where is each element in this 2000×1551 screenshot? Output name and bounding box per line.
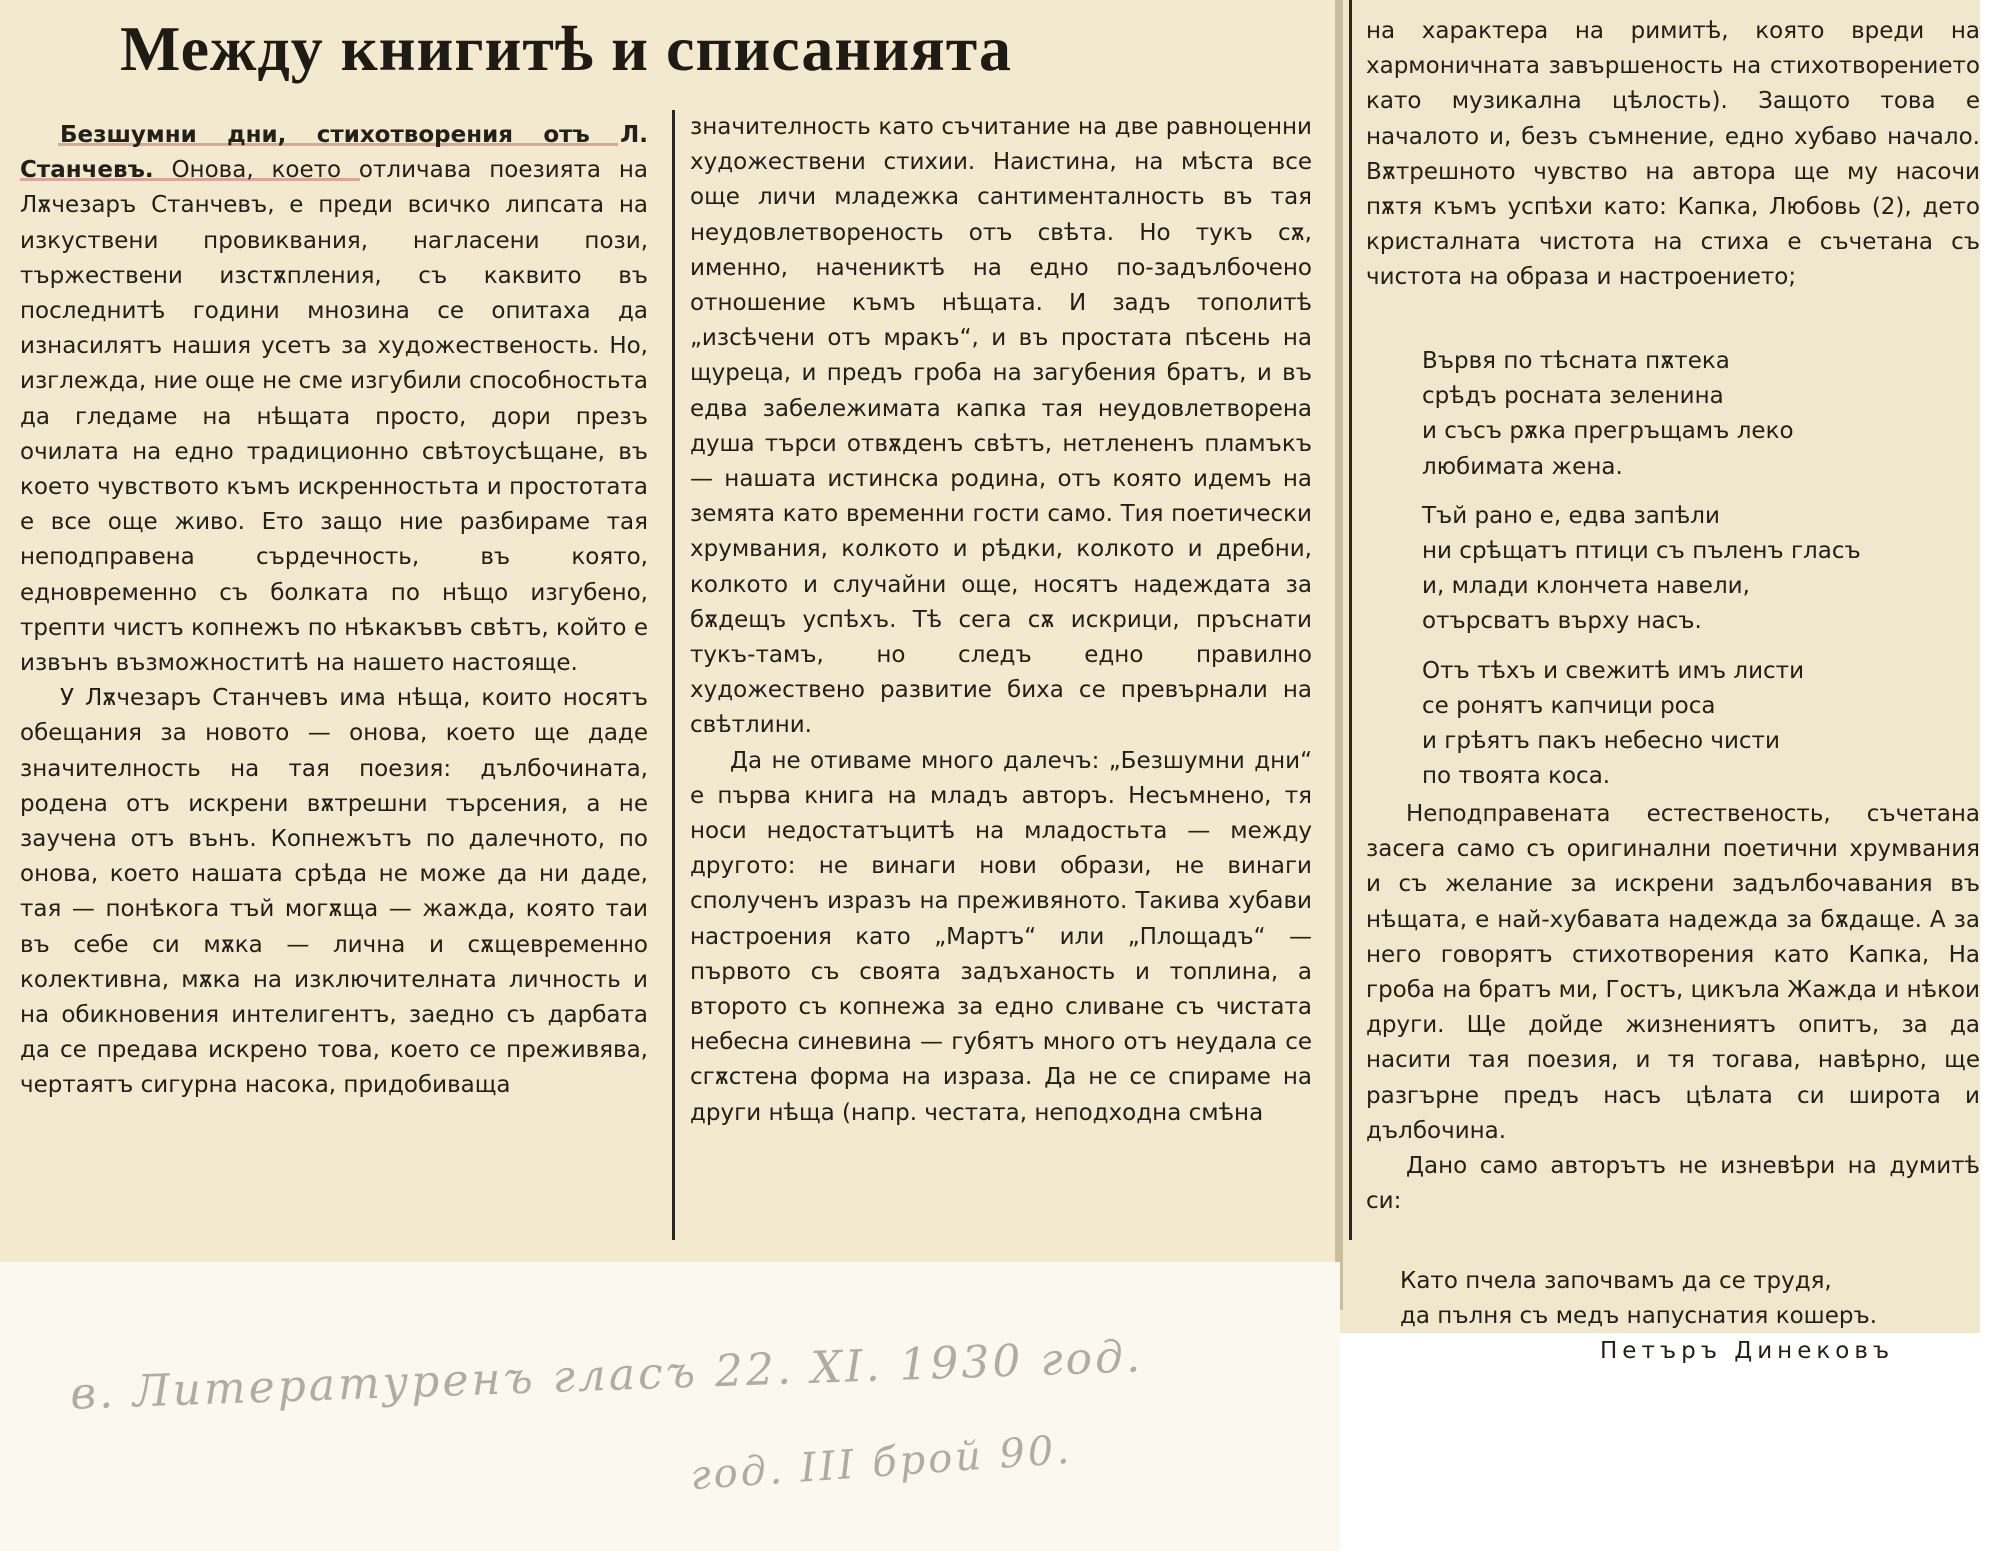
poem-line: се ронятъ капчици роса [1422, 692, 1716, 719]
column-3-paragraph-2: Дано само авторътъ не изневѣри на думитѣ си: [1366, 1153, 1980, 1215]
column-2-paragraph-1: значителность като съчитание на две равноценни художествени стихии. Наистина, на мѣста все още личи младежка сантименталность въ тая неудовлетвореность отъ свѣта. Но тукъ сѫ, именно, начениктѣ на едно по-задълбочено отношение къмъ нѣщата. И задъ тополитѣ „изсѣчени отъ мракъ“, и въ простата пѣсень на щуреца, и предъ гроба на загубения братъ, и въ едва забележимата капка тая неудовлетворена душа търси отвѫденъ свѣтъ, нетлененъ пламъкъ — нашата истинска родина, отъ която идемъ на земята като временни гости само. Тия поетически хрумвания, колкото и рѣдки, колкото и дребни, колкото и случайни още, носятъ надеждата за бѫдещъ успѣхъ. Тѣ сега сѫ искрици, пръснати тукъ-тамъ, но следъ едно правилно художествено развитие биха се превърнали на свѣтлини. [690, 114, 1312, 739]
poem-line: по твоята коса. [1422, 763, 1611, 790]
column-2 [690, 110, 1312, 1131]
column-1 [20, 118, 648, 1104]
column-1-paragraph-1 [20, 118, 648, 681]
poem-line: и съсъ рѫка прегръщамъ леко [1422, 418, 1794, 445]
poem-stanza [1422, 499, 1982, 640]
poem-line: отърсватъ върху насъ. [1422, 608, 1702, 635]
poem-line: срѣдъ росната зеленина [1422, 383, 1724, 410]
column-3-conclusion [1366, 797, 1980, 1219]
poem-line: Вървя по тѣсната пѫтека [1422, 348, 1730, 374]
poem-line: любимата жена. [1422, 453, 1623, 480]
quote-line: Като пчела започвамъ да се трудя, [1400, 1268, 1832, 1294]
quote-line: да пълня съ медъ напуснатия кошеръ. [1400, 1303, 1878, 1330]
column-2-paragraph-2: Да не отиваме много далечъ: „Безшумни дни“ е първа книга на младъ авторъ. Несъмнено, тя носи недостатъцитѣ на младостьта — между другото: не винаги нови образи, не винаги сполученъ изразъ на преживяното. Такива хубави настроения като „Мартъ“ или „Площадъ“ — първото съ своята задъханость и топлина, а второто съ копнежа за едно сливане съ чистата небесна синевина — губятъ много отъ неудала се сгѫстена форма на израза. Да не се спираме на други нѣща (напр. честата, неподходна смѣна [690, 747, 1312, 1126]
poem-line: Отъ тѣхъ и свежитѣ имъ листи [1422, 657, 1805, 684]
poem-line: и, млади клончета навели, [1422, 573, 1750, 600]
paper-fold [1335, 0, 1343, 1310]
poem-stanza [1422, 344, 1982, 485]
headline: Между книгитѣ и списанията [120, 13, 1012, 84]
column-1-paragraph-1-text: Онова, което отличава поезията на Лѫчезаръ Станчевъ, е преди всичко липсата на изкуствени провиквания, нагласени пози, тържествени изстѫпления, съ каквито въ последнитѣ години мнозина се опитаха да изнасилятъ нашия усетъ за художественость. Но, изглежда, ние още не сме изгубили способностьта да гледаме на нѣщата просто, дори презъ очилата на едно традиционно свѣтоусѣщане, въ което чувството къмъ искренностьта и простотата е все още живо. Ето защо ние разбираме тая неподправена сърдечность, въ която, едновременно съ болката по нѣщо изгубено, трепти чистъ копнежъ по нѣкакъвъ свѣтъ, който е извънъ възможноститѣ на нашето настояще. [20, 157, 648, 677]
column-rule-1 [672, 110, 675, 1240]
poem-stanza [1422, 654, 1982, 795]
poem-quotation [1422, 344, 1982, 808]
closing-quote [1400, 1264, 1980, 1334]
poem-line: и грѣятъ пакъ небесно чисти [1422, 728, 1780, 755]
column-1-paragraph-2: У Лѫчезаръ Станчевъ има нѣща, които носятъ обещания за новото — онова, което ще даде значителность на тая поезия: дълбочината, родена отъ искрени вѫтрешни търсения, а не заучена отъ вънъ. Копнежътъ по далечното, по онова, което нашата срѣда не може да ни даде, тая — понѣкога тъй могѫща — жажда, която таи въ себе си мѫка — лична и сѫщевременно колективна, мѫка на изключителната личность и на обикновения интелигентъ, заедно съ дарбата да се предава искрено това, което се преживява, чертаятъ сигурна насока, придобиваща [20, 685, 648, 1099]
column-3-intro [1366, 14, 1980, 296]
column-rule-2 [1349, 0, 1352, 1240]
column-3-paragraph-1: Неподправената естественость, съчетана засега само съ оригинални поетични хрумвания и съ желание за искрени задълбочавания въ нѣщата, е най-хубавата надежда за бѫдаще. А за него говорятъ стихотворения като Капка, На гроба на братъ ми, Гостъ, цикъла Жажда и нѣкои други. Ще дойде жизнениятъ опитъ, за да насити тая поезия, и тя тогава, навѣрно, ще разгърне предъ насъ цѣлата си широта и дълбочина. [1366, 801, 1980, 1144]
column-3-intro-text: на характера на римитѣ, която вреди на хармоничната завършеность на стихотворението като музикална цѣлость). Защото това е началото и, безъ съмнение, едно хубаво начало. Вѫтрешното чувство на автора ще му насочи пѫтя къмъ успѣхи като: Капка, Любовь (2), дето кристалната чистота на стиха е съчетана съ чистота на образа и настроението; [1366, 18, 1980, 291]
handwritten-source-note: в. Литературенъ гласъ 22. XI. 1930 год. [69, 1331, 1144, 1420]
poem-line: ни срѣщатъ птици съ пъленъ гласъ [1422, 538, 1861, 565]
review-title: Безшумни дни, стихотворения отъ Л. Станчевъ. [20, 122, 648, 184]
poem-line: Тъй рано е, едва запѣли [1422, 502, 1720, 529]
handwritten-issue-note: год. III брой 90. [688, 1426, 1074, 1500]
author-signature: Петъръ Динековъ [1600, 1338, 1895, 1364]
